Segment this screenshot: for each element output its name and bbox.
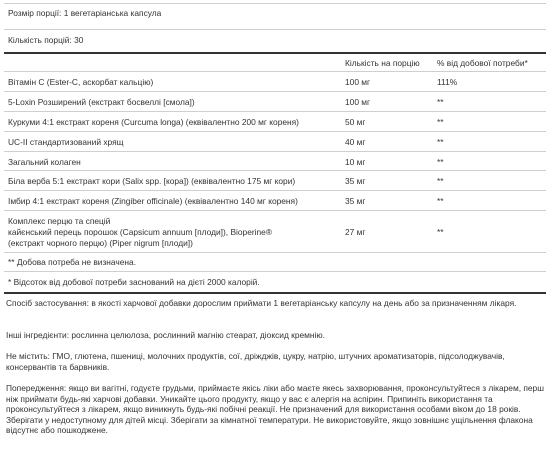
- row-divider: [4, 111, 546, 112]
- row-divider: [4, 210, 546, 211]
- divider: [4, 71, 546, 72]
- ingredient-name: Куркуми 4:1 екстракт кореня (Curcuma longa) (еквівалентно 200 мг кореня): [8, 117, 299, 127]
- ingredient-name: Загальний колаген: [8, 157, 81, 167]
- footnote-daily-value-basis: * Відсоток від добової потреби заснований на дієті 2000 калорій.: [8, 277, 260, 287]
- ingredient-amount: 27 мг: [345, 227, 366, 237]
- row-divider: [4, 151, 546, 152]
- ingredient-daily-value: **: [437, 227, 444, 237]
- other-ingredients: Інші інгредієнти: рослинна целюлоза, рослинний магнію стеарат, діоксид кремнію.: [6, 330, 325, 340]
- serving-size: Розмір порції: 1 вегетаріанська капсула: [8, 8, 162, 18]
- usage-directions: Спосіб застосування: в якості харчової добавки дорослим приймати 1 вегетаріанську капсулу на день або за призначенням лікаря.: [6, 298, 517, 308]
- ingredient-amount: 35 мг: [345, 176, 366, 186]
- ingredient-amount: 100 мг: [345, 97, 371, 107]
- row-divider: [4, 190, 546, 191]
- row-divider: [4, 170, 546, 171]
- ingredient-name-line: кайєнський перець порошок (Capsicum annuum [плоди]), Bioperine®: [8, 227, 273, 237]
- ingredient-daily-value: 111%: [437, 77, 458, 87]
- ingredient-daily-value: **: [437, 176, 444, 186]
- servings-per-container: Кількість порцій: 30: [8, 35, 84, 45]
- ingredient-daily-value: **: [437, 196, 444, 206]
- ingredient-amount: 40 мг: [345, 137, 366, 147]
- ingredient-daily-value: **: [437, 97, 444, 107]
- divider: [4, 271, 546, 272]
- ingredient-name: 5-Loxin Розширений (екстракт босвеллі [смола]): [8, 97, 195, 107]
- top-divider: [4, 3, 546, 4]
- bottom-divider: [4, 292, 546, 294]
- ingredient-amount: 35 мг: [345, 196, 366, 206]
- ingredient-name: UC-II стандартизований хрящ: [8, 137, 124, 147]
- divider: [4, 29, 546, 30]
- ingredient-daily-value: **: [437, 117, 444, 127]
- warnings: Попередження: якщо ви вагітні, годуєте грудьми, приймаєте якісь ліки або маєте якесь захворювання, проконсультуйтеся з лікарем, перш ніж приймати будь-які харчові добавки. Уникайте цього продукту, якщо у вас є алергія на аспірин. Припиніть використання та проконсультуйтеся з лікарем, якщо виникнуть будь-які побічні реакції. Не призначений для використання особами віком до 18 років. Зберігати у недоступному для дітей місці. Зберігати за кімнатної температури. Не використовуйте, якщо зовнішнє ущільнення флакона відсутнє або пошкоджене.: [6, 383, 544, 435]
- ingredient-daily-value: **: [437, 157, 444, 167]
- footnote-not-established: ** Добова потреба не визначена.: [8, 257, 137, 267]
- ingredient-amount: 10 мг: [345, 157, 366, 167]
- daily-value-column-header: % від добової потреби*: [437, 58, 528, 68]
- ingredient-daily-value: **: [437, 137, 444, 147]
- ingredient-name-line: (екстракт чорного перцю) (Piper nigrum [плоди]): [8, 238, 193, 248]
- row-divider: [4, 91, 546, 92]
- ingredient-name: Імбир 4:1 екстракт кореня (Zingiber officinale) (еквівалентно 140 мг кореня): [8, 196, 298, 206]
- ingredient-amount: 50 мг: [345, 117, 366, 127]
- does-not-contain: Не містить: ГМО, глютена, пшениці, молочних продуктів, сої, дріжджів, цукру, натрію, штучних ароматизаторів, підсолоджувачів, консервантів та барвників.: [6, 351, 505, 372]
- thick-divider: [4, 52, 546, 54]
- amount-column-header: Кількість на порцію: [345, 58, 420, 68]
- row-divider: [4, 131, 546, 132]
- ingredient-name: Біла верба 5:1 екстракт кори (Salix spp. [кора]) (еквівалентно 175 мг кори): [8, 176, 296, 186]
- ingredient-name: Вітамін C (Ester-C, аскорбат кальцію): [8, 77, 154, 87]
- ingredient-name-line: Комплекс перцю та спецій: [8, 216, 111, 226]
- row-divider: [4, 252, 546, 253]
- ingredient-amount: 100 мг: [345, 77, 371, 87]
